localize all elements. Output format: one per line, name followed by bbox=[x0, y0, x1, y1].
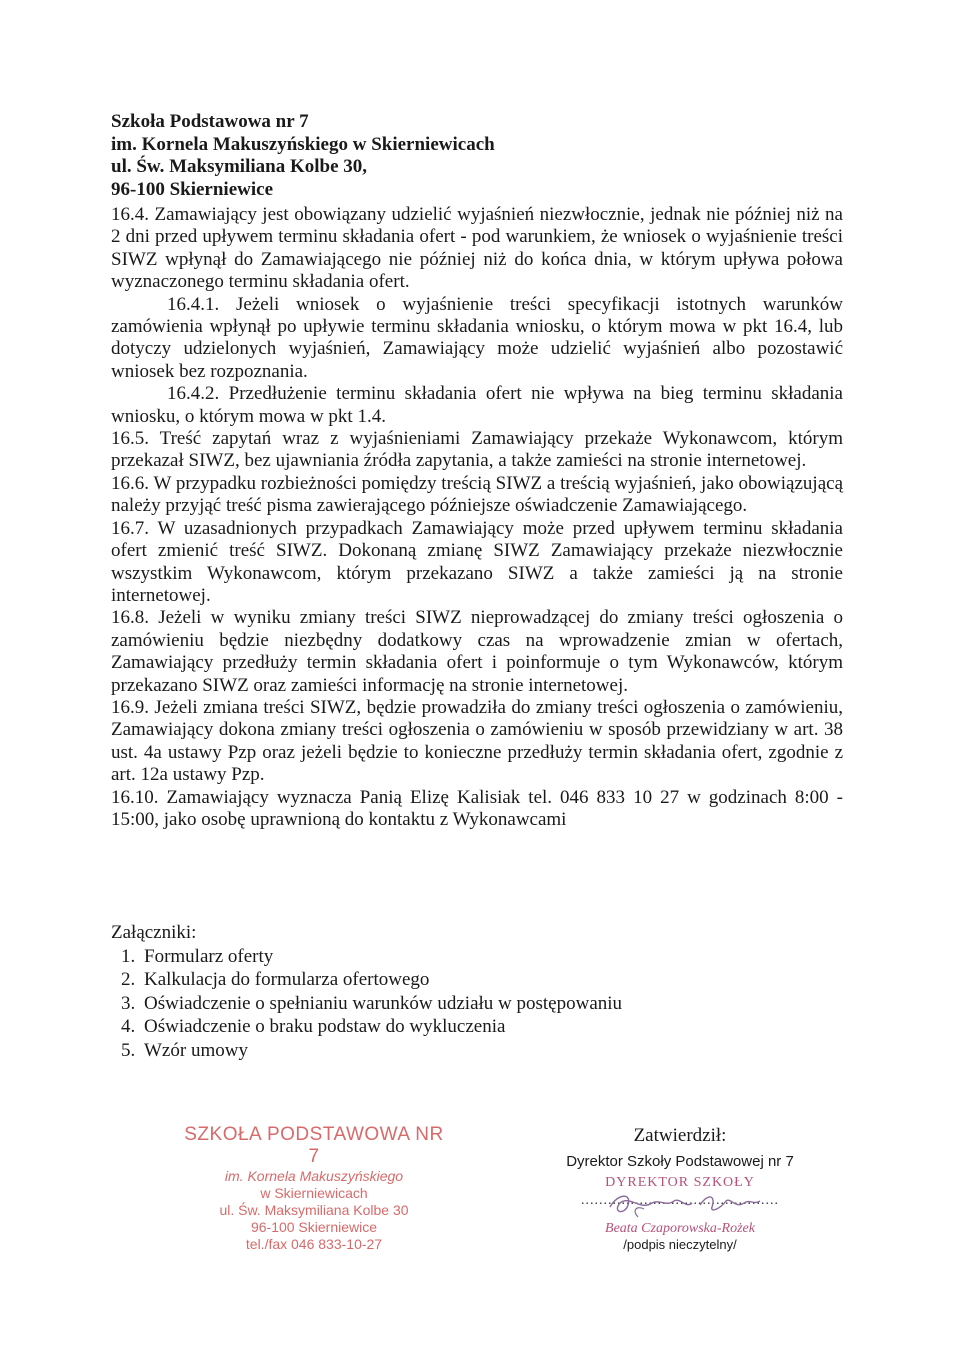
attachment-item: 2. Kalkulacja do formularza ofertowego bbox=[140, 968, 711, 992]
stamp-street: ul. Św. Maksymiliana Kolbe 30 bbox=[219, 1202, 409, 1218]
stamp-town: w Skierniewicach bbox=[260, 1185, 368, 1201]
paragraph-16-5: 16.5. Treść zapytań wraz z wyjaśnieniami Zamawiający przekaże Wykonawcom, którym przekazał SIWZ, bez ujawniania źródła zapytania, a także zamieści na stronie internetowej. bbox=[111, 428, 843, 472]
paragraph-16-10: 16.10. Zamawiający wyznacza Panią Elizę Kalisiak tel. 046 833 10 27 w godzinach 8:00 - 15:00, jako osobę uprawnioną do kontaktu z Wykonawcami bbox=[111, 786, 843, 830]
attachment-item: 4. Oświadczenie o braku podstaw do wykluczenia bbox=[140, 1015, 711, 1039]
paragraph-16-9: 16.9. Jeżeli zmiana treści SIWZ, będzie prowadziła do zmiany treści ogłoszenia o zamówieniu, Zamawiający dokona zmiany treści ogłoszenia o zamówieniu w sposób przewidziany w art. 38 ust. 4a ustawy Pzp oraz jeżeli będzie to konieczne przedłuży termin składania ofert, zgodnie z art. 12a ustawy Pzp. bbox=[111, 696, 843, 786]
approval-role: Dyrektor Szkoły Podstawowej nr 7 bbox=[566, 1153, 794, 1170]
attachments-section bbox=[111, 921, 711, 1063]
signature-note: /podpis nieczytelny/ bbox=[623, 1237, 737, 1252]
paragraph-16-7: 16.7. W uzasadnionych przypadkach Zamawiający może przed upływem terminu składania ofert zmienić treść SIWZ. Dokonaną zmianę SIWZ Zamawiający przekaże niezwłocznie wszystkim Wykonawcom, którym przekazano SIWZ a także zamieści ją na stronie internetowej. bbox=[111, 517, 843, 606]
director-stamp-title: DYREKTOR SZKOŁY bbox=[605, 1175, 755, 1190]
attachments-title: Załączniki: bbox=[111, 922, 197, 943]
attachments-list bbox=[111, 945, 711, 1063]
paragraph-16-8: 16.8. Jeżeli w wyniku zmiany treści SIWZ nieprowadzącej do zmiany treści ogłoszenia o zamówieniu będzie niezbędny dodatkowy czas na wprowadzenie zmian w ofertach, Zamawiający przedłuży termin składania ofert i poinformuje o tym Wykonawców, którym przekazano SIWZ oraz zamieści informację na stronie internetowej. bbox=[111, 607, 843, 696]
approval-block bbox=[540, 1124, 820, 1252]
approval-label: Zatwierdził: bbox=[633, 1125, 727, 1146]
header-street: ul. Św. Maksymiliana Kolbe 30, bbox=[111, 156, 368, 177]
paragraph-16-4-1: 16.4.1. Jeżeli wniosek o wyjaśnienie treści specyfikacji istotnych warunków zamówienia wpłynął po upływie terminu składania wniosku, o którym mowa w pkt 16.4, lub dotyczy udzielonych wyjaśnień, Zamawiający może udzielić wyjaśnień albo pozostawić wniosek bez rozpoznania. bbox=[111, 293, 843, 382]
header-patron: im. Kornela Makuszyńskiego w Skierniewicach bbox=[111, 133, 495, 155]
stamp-title: SZKOŁA PODSTAWOWA NR 7 bbox=[184, 1124, 444, 1167]
signature-line: ............................................ bbox=[581, 1193, 779, 1208]
paragraph-16-6: 16.6. W przypadku rozbieżności pomiędzy treścią SIWZ a treścią wyjaśnień, jako obowiązującą należy przyjąć treść pisma zawierającego późniejsze oświadczenie Zamawiającego. bbox=[111, 472, 843, 517]
stamp-postcode: 96-100 Skierniewice bbox=[250, 1219, 378, 1235]
stamp-patron: im. Kornela Makuszyńskiego bbox=[224, 1168, 404, 1184]
handwritten-signature bbox=[540, 1187, 820, 1221]
paragraph-16-4: 16.4. Zamawiający jest obowiązany udzielić wyjaśnień niezwłocznie, jednak nie później niż na 2 dni przed upływem terminu składania ofert - pod warunkiem, że wniosek o wyjaśnienie treści SIWZ wpłynął do Zamawiającego nie później niż do końca dnia, w którym upływa połowa wyznaczonego terminu składania ofert. bbox=[111, 204, 843, 293]
attachment-item: 1. Formularz oferty bbox=[140, 945, 711, 969]
signature-scribble-icon bbox=[540, 1187, 820, 1221]
header-city: 96-100 Skierniewice bbox=[111, 178, 274, 200]
school-stamp bbox=[178, 1124, 450, 1253]
stamp-phone: tel./fax 046 833-10-27 bbox=[245, 1236, 383, 1252]
paragraph-16-4-2: 16.4.2. Przedłużenie terminu składania ofert nie wpływa na bieg terminu składania wniosku, o którym mowa w pkt 1.4. bbox=[111, 383, 843, 427]
header-school-name: Szkoła Podstawowa nr 7 bbox=[111, 111, 309, 132]
document-body bbox=[111, 204, 843, 831]
director-stamp-name: Beata Czaporowska-Rożek bbox=[605, 1221, 755, 1236]
attachment-item: 5. Wzór umowy bbox=[140, 1039, 711, 1063]
attachment-item: 3. Oświadczenie o spełnianiu warunków udziału w postępowaniu bbox=[140, 992, 711, 1016]
school-header bbox=[111, 111, 631, 201]
